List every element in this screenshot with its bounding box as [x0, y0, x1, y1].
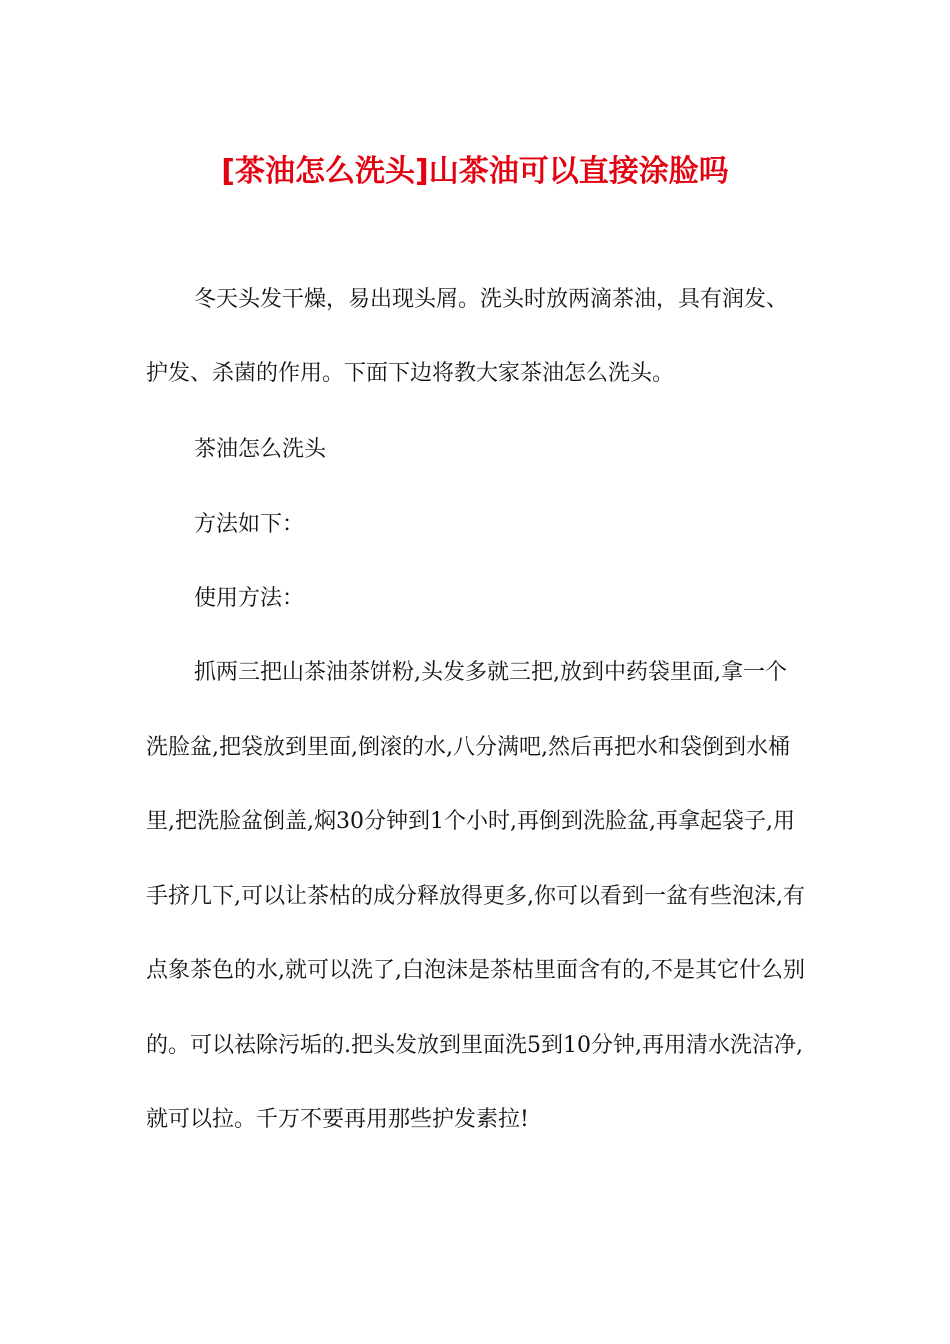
method-label: 方法如下：	[194, 512, 305, 537]
document-title: [茶油怎么洗头]山茶油可以直接涂脸吗	[221, 154, 729, 189]
usage-paragraph: 抓两三把山茶油茶饼粉,头发多就三把,放到中药袋里面,拿一个洗脸盆,把袋放到里面,倒滚的水,八分满吧,然后再把水和袋倒到水桶里,把洗脸盆倒盖,焖30分钟到1个小时,再倒到洗脸盆,再拿起袋子,用手挤几下,可以让茶枯的成分释放得更多,你可以看到一盆有些泡沫,有点象茶色的水,就可以洗了,白泡沫是茶枯里面含有的,不是其它什么别的。可以祛除污垢的.把头发放到里面洗5到10分钟,再用清水洗洁净,就可以拉。千万不要再用那些护发素拉!	[146, 660, 805, 1132]
usage-label: 使用方法：	[194, 586, 305, 611]
intro-paragraph: 冬天头发干燥，易出现头屑。洗头时放两滴茶油，具有润发、护发、杀菌的作用。下面下边将教大家茶油怎么洗头。	[146, 287, 789, 386]
section-heading: 茶油怎么洗头	[194, 437, 327, 462]
